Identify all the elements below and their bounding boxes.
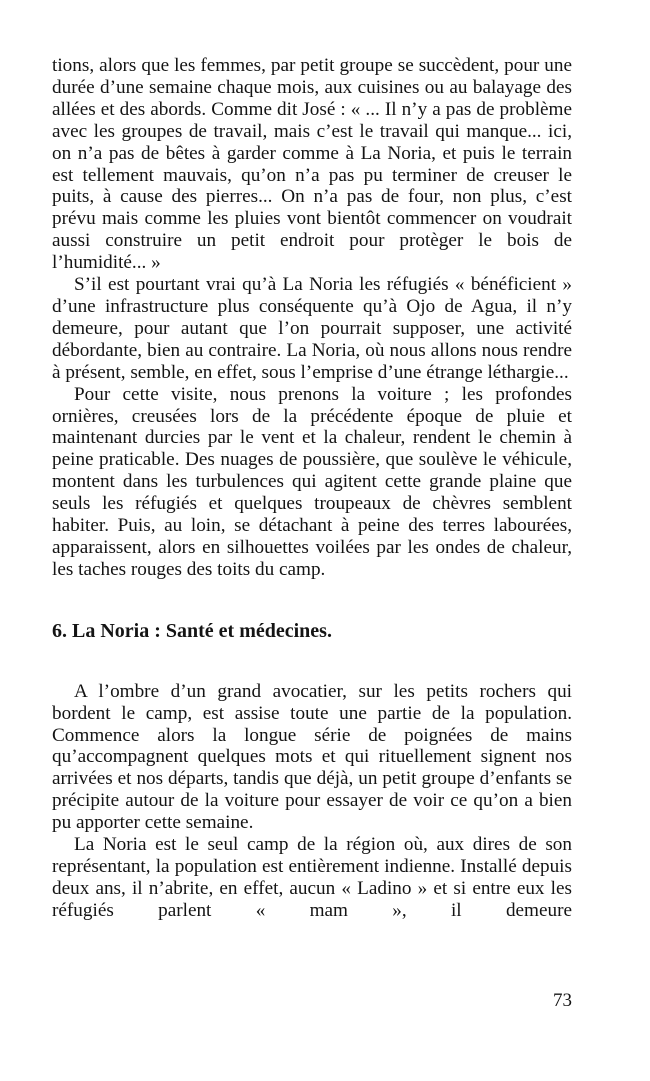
paragraph: A l’ombre d’un grand avocatier, sur les petits rochers qui bordent le camp, est assise toute une partie de la population. Commence alors la longue série de poignées de mains qu’accompagnent quelques mots et qui rituellement signent nos arrivées et nos départs, tandis que déjà, un petit groupe d’enfants se précipite autour de la voiture pour essayer de voir ce qu’on a bien pu apporter cette semaine. bbox=[52, 680, 572, 834]
paragraph: S’il est pourtant vrai qu’à La Noria les réfugiés « bénéficient » d’une infrastructure plus conséquente qu’à Ojo de Agua, il n’y demeure, pour autant que l’on pourrait supposer, une activité débordante, bien au contraire. La Noria, où nous allons nous rendre à présent, semble, en effet, sous l’emprise d’une étrange léthargie... bbox=[52, 274, 572, 383]
paragraph: tions, alors que les femmes, par petit groupe se succèdent, pour une durée d’une semaine chaque mois, aux cuisines ou au balayage des allées et des abords. Comme dit José : « ... Il n’y a pas de problème avec les groupes de travail, mais c’est le travail qui manque... ici, on n’a pas de bêtes à garder comme à La Noria, et puis le terrain est tellement mauvais, qu’on n’a pas pu terminer de creuser le puits, à cause des pierres... On n’a pas de four, non plus, c’est prévu mais comme les pluies vont bientôt commencer on voudrait aussi construire un petit endroit pour protèger le bois de l’humidité... » bbox=[52, 55, 572, 274]
section-heading: 6. La Noria : Santé et médecines. bbox=[52, 619, 332, 642]
paragraph: Pour cette visite, nous prenons la voiture ; les profondes ornières, creusées lors de la précédente époque de pluie et maintenant durcies par le vent et la chaleur, rendent le chemin à peine praticable. Des nuages de poussière, que soulève le véhicule, montent dans les turbulences qui agitent cette grande plaine que seuls les réfugiés et quelques troupeaux de chèvres semblent habiter. Puis, au loin, se détachant à peine des terres labourées, apparaissent, alors en silhouettes voilées par les ondes de chaleur, les taches rouges des toits du camp. bbox=[52, 383, 572, 580]
paragraph: La Noria est le seul camp de la région où, aux dires de son représentant, la population est entièrement indienne. Installé depuis deux ans, il n’abrite, en effet, aucun « Ladino » et si entre eux les réfugiés parlent « mam », il demeure bbox=[52, 834, 572, 921]
page-number: 73 bbox=[553, 990, 572, 1011]
page-body bbox=[52, 55, 572, 922]
